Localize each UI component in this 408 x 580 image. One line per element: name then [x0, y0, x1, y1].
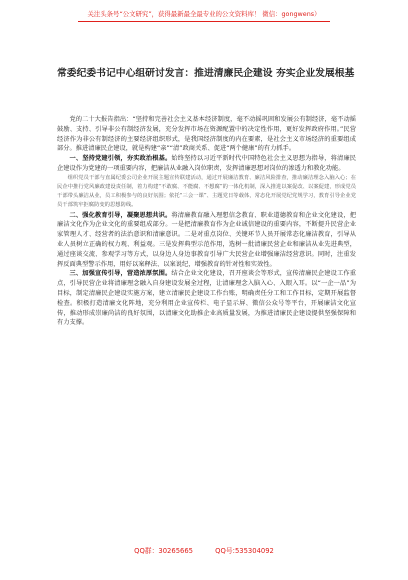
document-body — [57, 115, 356, 328]
header-divider — [78, 21, 330, 22]
section-2-text: 将清廉教育融入理想信念教育、职业道德教育和企业文化建设，把廉洁文化作为企业文化的重要组成部分。一是把清廉教育作为企业诚信建设的重要内容，不断提升民营企业家管理人才、经营者的法治意识和清廉意识。二是对重点岗位、关键环节人员开展常态化廉洁教育，引导从业人员树立正确的权力观、利益观。三是发挥典型示范作用，选树一批清廉民营企业和廉洁从业先进典型，通过座谈交流、参观学习等方式，以身边人身边事教育引导广大民营企业增强廉洁经营意识。同时，注重发挥反面典型警示作用，用好以案释法、以案说纪，增强教育的针对性和实效性。 — [57, 211, 357, 268]
section-2-heading: 二、强化教育引导，凝聚思想共识。 — [69, 211, 172, 219]
intro-paragraph: 党的二十大报告指出：“坚持和完善社会主义基本经济制度，毫不动摇巩固和发展公有制经济，毫不动摇鼓励、支持、引导非公有制经济发展，充分发挥市场在资源配置中的决定性作用，更好发挥政府作用。”民营经济作为非公有制经济的主要经济组织形式，是我国经济制度的内在要素，是社会主义市场经济的重要组成部分。推进清廉民企建设，就是构建“亲”“清”政商关系、促进“两个健康”的有力抓手。 — [57, 116, 356, 153]
section-1-heading: 一、坚持党建引领，夯实政治根基。 — [69, 155, 172, 163]
section-1-paragraph — [57, 154, 356, 174]
section-1-text: 始终坚持以习近平新时代中国特色社会主义思想为指导，将清廉民企建设作为党建的一项重要内容，把廉洁从业融入岗位职责，发挥清廉思想对岗位的渗透力和教化功能。 — [57, 155, 357, 172]
section-2-paragraph — [57, 211, 356, 270]
footer-qq-group: QQ群：30265665 — [134, 547, 193, 555]
section-1-detail: 组织党员干部与直属纪委公司企业开展主题宣传联建活动，通过开展廉洁教育、廉洁风险排查，推动廉洁理念入脑入心；在民企中推行党风廉政建设责任制，着力构建“不敢腐、不能腐、不想腐”的一体化机制，深入推进以案促改、以案促建，形成党员干部带头廉洁从业，员工积极参与的良好氛围；依托“三会一课”、主题党日等载体，常态化开展党纪党规学习，教育引导企业党员干部筑牢拒腐防变的思想防线。 — [57, 174, 356, 209]
section-3-paragraph — [57, 269, 356, 328]
footer-qq-number: QQ号:535304092 — [215, 547, 274, 555]
header-banner: 关注头条号“公文研究”，获得最新最全最专业的公文资料库！ 微信：gongwens） — [87, 10, 321, 18]
document-title: 常委纪委书记中心组研讨发言：推进清廉民企建设 夯实企业发展根基 — [57, 68, 355, 79]
section-3-text: 结合企业文化建设，召开座谈会等形式，宣传清廉民企建设工作重点，引导民营企业将清廉理念融入自身建设发展全过程，让清廉理念入脑入心、入眼入耳。以“一企一品”为目标，制定清廉民企建设实施方案，建立清廉民企建设工作台账，明确责任分工和工作目标，定期开展监督检查。积极打造清廉文化阵地，充分利用企业宣传栏、电子显示屏、微信公众号等平台，开展廉洁文化宣传，推动形成崇廉尚洁的良好氛围，以清廉文化助推企业高质量发展，为推进清廉民企建设提供坚强保障和有力支撑。 — [57, 270, 357, 327]
footer-contact — [0, 546, 408, 556]
section-3-heading: 三、加强宣传引导，营造浓厚氛围。 — [69, 270, 172, 278]
